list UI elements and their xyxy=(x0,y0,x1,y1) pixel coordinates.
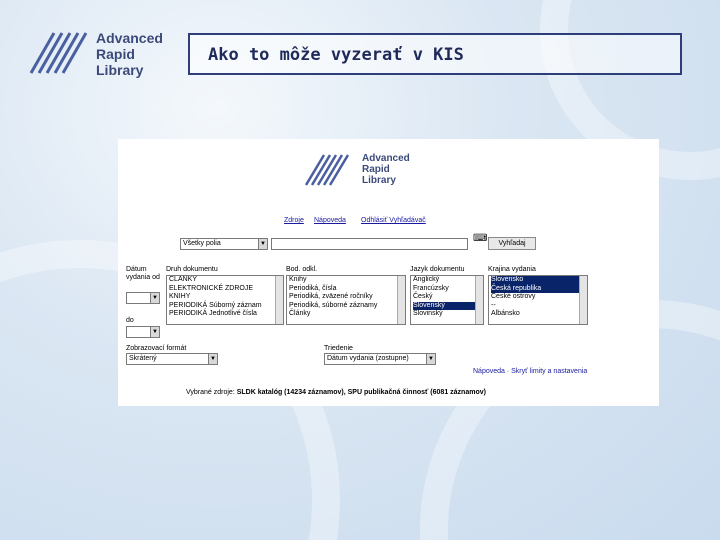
list-item-selected[interactable]: Česká republika xyxy=(491,285,579,294)
page-title: Ako to môže vyzerať v KIS xyxy=(208,45,464,65)
kis-logo xyxy=(302,151,432,191)
brand-line: Advanced xyxy=(96,30,163,46)
selected-sources-value: SLDK katalóg (14234 záznamov), SPU publikačná činnosť (6081 záznamov) xyxy=(236,389,486,396)
chevron-down-icon: ▼ xyxy=(208,354,217,364)
subject-list[interactable] xyxy=(286,275,406,325)
arl-logo xyxy=(26,28,176,80)
search-input[interactable] xyxy=(271,238,468,250)
year-from-label: Dátum vydania od xyxy=(126,266,160,281)
chevron-down-icon: ▼ xyxy=(150,293,159,303)
list-item-selected[interactable]: Slovenský xyxy=(413,302,475,311)
year-from-select[interactable] xyxy=(126,292,160,304)
chevron-down-icon: ▼ xyxy=(258,239,267,249)
selected-sources xyxy=(186,389,486,396)
select-value: Skrátený xyxy=(129,355,157,362)
list-item[interactable]: České ostrovy xyxy=(491,293,536,301)
select-value: Všetky polia xyxy=(183,240,221,247)
year-to-label: do xyxy=(126,317,134,324)
chevron-down-icon: ▼ xyxy=(426,354,435,364)
kis-screenshot xyxy=(118,139,659,406)
nav-link-logout[interactable]: Odhlásiť Vyhľadávač xyxy=(361,217,426,224)
list-item[interactable]: Periodiká, súborné záznamy xyxy=(289,301,378,309)
list-item[interactable]: -- xyxy=(491,301,496,309)
display-format-label: Zobrazovací formát xyxy=(126,345,187,352)
arl-logo-icon xyxy=(26,28,96,78)
scrollbar[interactable] xyxy=(475,276,483,324)
nav-link-help[interactable]: Nápoveda xyxy=(314,217,346,224)
display-format-select[interactable] xyxy=(126,353,218,365)
scrollbar[interactable] xyxy=(275,276,283,324)
search-button[interactable]: Vyhľadaj xyxy=(488,237,536,250)
logo-line: Advanced xyxy=(362,153,410,164)
brand-line: Library xyxy=(96,62,144,78)
list-item[interactable]: KNIHY xyxy=(169,293,191,301)
list-item[interactable]: Francúzsky xyxy=(413,284,449,292)
sort-select[interactable] xyxy=(324,353,436,365)
list-item-selected[interactable]: Slovensko xyxy=(491,276,579,285)
brand-line: Rapid xyxy=(96,46,135,62)
subject-label: Bod. odkl. xyxy=(286,266,318,273)
year-to-select[interactable] xyxy=(126,326,160,338)
list-item[interactable]: ELEKTRONICKÉ ZDROJE xyxy=(169,284,254,292)
keyboard-icon[interactable]: ⌨ xyxy=(473,233,488,244)
country-list[interactable] xyxy=(488,275,588,325)
language-list[interactable] xyxy=(410,275,484,325)
scrollbar[interactable] xyxy=(397,276,405,324)
list-item[interactable]: Periodiká, zväzené ročníky xyxy=(289,293,373,301)
list-item[interactable]: Články xyxy=(289,310,311,318)
list-item[interactable]: Periodiká, čísla xyxy=(289,284,337,292)
list-item[interactable]: Anglický xyxy=(413,276,440,283)
list-item[interactable]: Český xyxy=(413,293,433,301)
list-item[interactable]: PERIODIKÁ Súborný záznam xyxy=(169,301,262,309)
nav-link-sources[interactable]: Zdroje xyxy=(284,217,304,224)
language-label: Jazyk dokumentu xyxy=(410,266,465,273)
country-label: Krajina vydania xyxy=(488,266,536,273)
selected-sources-label: Vybrané zdroje: xyxy=(186,389,235,396)
scrollbar[interactable] xyxy=(579,276,587,324)
list-item[interactable]: Albánsko xyxy=(491,310,520,318)
logo-line: Rapid xyxy=(362,164,390,175)
sort-label: Triedenie xyxy=(324,345,353,352)
list-item[interactable]: ČLÁNKY xyxy=(169,276,198,283)
search-field-select[interactable] xyxy=(180,238,268,250)
select-value: Dátum vydania (zostupne) xyxy=(327,355,409,362)
document-type-list[interactable] xyxy=(166,275,284,325)
hide-limits-link[interactable]: Nápoveda · Skryť limity a nastavenia xyxy=(473,368,588,375)
document-type-label: Druh dokumentu xyxy=(166,266,218,273)
arl-logo-icon xyxy=(302,151,360,189)
chevron-down-icon: ▼ xyxy=(150,327,159,337)
title-box xyxy=(188,33,682,75)
list-item[interactable]: Slovinský xyxy=(413,310,443,318)
logo-line: Library xyxy=(362,175,396,186)
list-item[interactable]: PERIODIKÁ Jednotlivé čísla xyxy=(169,310,257,318)
list-item[interactable]: Knihy xyxy=(289,276,307,283)
